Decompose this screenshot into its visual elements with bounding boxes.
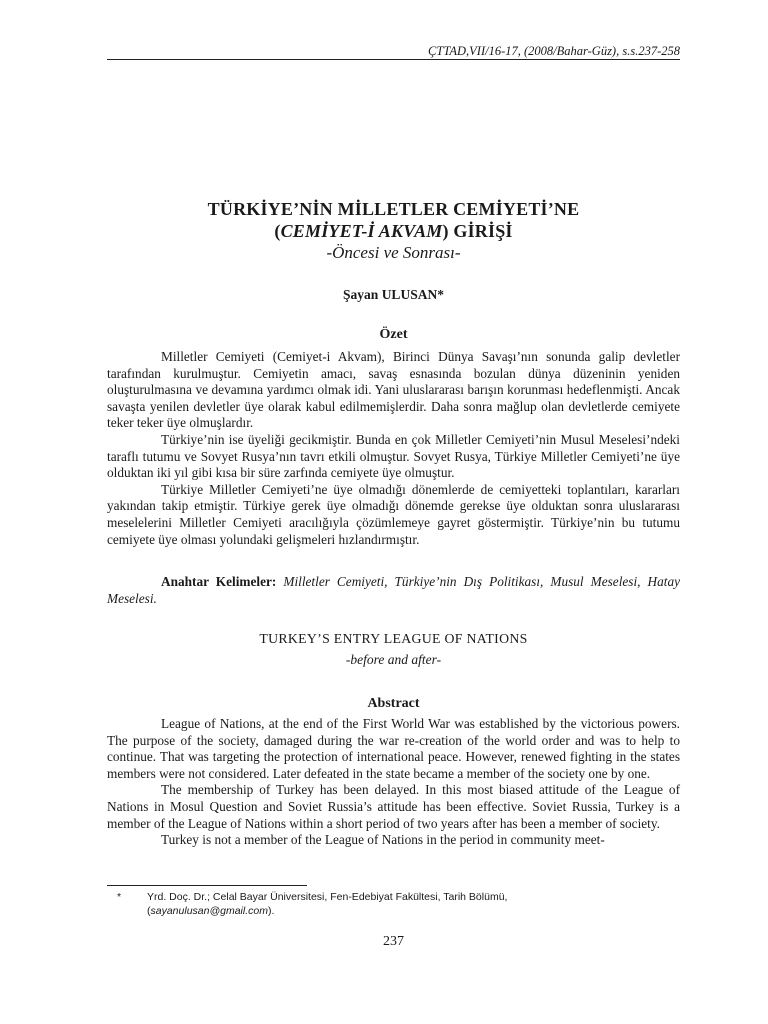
footnote-email-open: ( — [147, 905, 151, 917]
english-title: TURKEY’S ENTRY LEAGUE OF NATIONS — [259, 631, 528, 646]
page-number: 237 — [383, 934, 404, 949]
article-title-line-1: TÜRKİYE’NİN MİLLETLER CEMİYETİ’NE — [207, 199, 580, 219]
ozet-heading: Özet — [379, 327, 408, 342]
footnote-email-close: ). — [267, 905, 275, 917]
abstract-paragraph-3: Turkey is not a member of the League of Nations in the period in community meet- — [161, 832, 605, 848]
footnote-rule — [107, 885, 307, 886]
abstract-paragraph-1: League of Nations, at the end of the First World War was established by the victorious powers. The purpose of the society, damaged during the war re-creation of the world order and was to help to continue. That was targeting the protection of international peace. However, renewed fighting in the states members were not considered. Later defeated in the state became a member of the society one by one. — [107, 716, 680, 781]
ozet-paragraph-1: Milletler Cemiyeti (Cemiyet-i Akvam), Birinci Dünya Savaşı’nın sonunda galip devletler tarafından kurulmuştur. Cemiyetin amacı, savaş esnasında bozulan dünya düzeninin yeniden oluşturulmasına ve devamına yardımcı olmak idi. Yani uluslararası barışın korunması hedeflenmişti. Ancak savaşta yenilen devletler üye olarak kabul edilmemişlerdir. Daha sonra mağlup olan devletlerde cemiyete teker teker üye olmuşlardır. — [107, 349, 680, 431]
title-line-2-end: ) GİRİŞİ — [442, 221, 513, 241]
footnote-text: Yrd. Doç. Dr.; Celal Bayar Üniversitesi, Fen-Edebiyat Fakültesi, Tarih Bölümü, — [147, 891, 508, 903]
abstract-paragraph-2: The membership of Turkey has been delayed. In this most biased attitude of the League of Nations in Mosul Question and Soviet Russia’s attitude has been effective. Soviet Russia, Turkey is a member of the League of Nations within a short period of two years after has been a member of society. — [107, 782, 680, 831]
title-italic-part: CEMİYET-İ AKVAM — [280, 221, 443, 241]
subtitle-dash-right: - — [454, 243, 461, 262]
keywords-label: Anahtar Kelimeler: — [161, 574, 277, 589]
abstract-body — [107, 716, 680, 849]
title-paren-open: ( — [274, 221, 281, 241]
ozet-body — [107, 349, 680, 548]
keywords-list: Milletler Cemiyeti, Türkiye’nin Dış Politikası, Musul Meselesi, Hatay Meselesi. — [107, 574, 681, 606]
article-title-block — [107, 198, 680, 264]
running-head: ÇTTAD,VII/16-17, (2008/Bahar-Güz), s.s.237-258 — [428, 44, 680, 58]
header-rule — [107, 59, 680, 60]
footnote — [117, 890, 680, 918]
author-email-link[interactable]: sayanulusan@gmail.com — [150, 905, 268, 917]
subtitle-text: Öncesi ve Sonrası — [332, 243, 455, 262]
footnote-mark: * — [117, 891, 122, 903]
ozet-paragraph-3: Türkiye Milletler Cemiyeti’ne üye olmadığı dönemlerde de cemiyetteki toplantıları, kararları yakından takip etmiştir. Türkiye gerek üye olmadığı dönemde gerekse üye olduktan sonra uluslararası meselelerini Milletler Cemiyeti aracılığıyla çözümlemeye gayret göstermiştir. Türkiye’nin bu tutumu cemiyete üye olması yolundaki gelişmeleri hızlandırmıştır. — [107, 481, 680, 547]
english-subtitle: -before and after- — [345, 652, 442, 667]
subtitle-dash-left: - — [326, 243, 333, 262]
author-name: Şayan ULUSAN* — [343, 287, 444, 302]
keywords — [107, 574, 680, 607]
abstract-heading: Abstract — [367, 696, 420, 711]
ozet-paragraph-2: Türkiye’nin ise üyeliği gecikmiştir. Bunda en çok Milletler Cemiyeti’nin Musul Meselesi’ndeki taraflı tutumu ve Sovyet Rusya’nın tavrı etkili olmuştur. Sovyet Rusya, Türkiye Milletler Cemiyeti’ne üye olduktan iki yıl gibi kısa bir süre zarfında cemiyete üye olmuştur. — [107, 431, 680, 481]
article-subtitle — [107, 242, 680, 264]
article-title-line-2 — [107, 220, 680, 242]
footnote-email-line — [147, 904, 680, 918]
